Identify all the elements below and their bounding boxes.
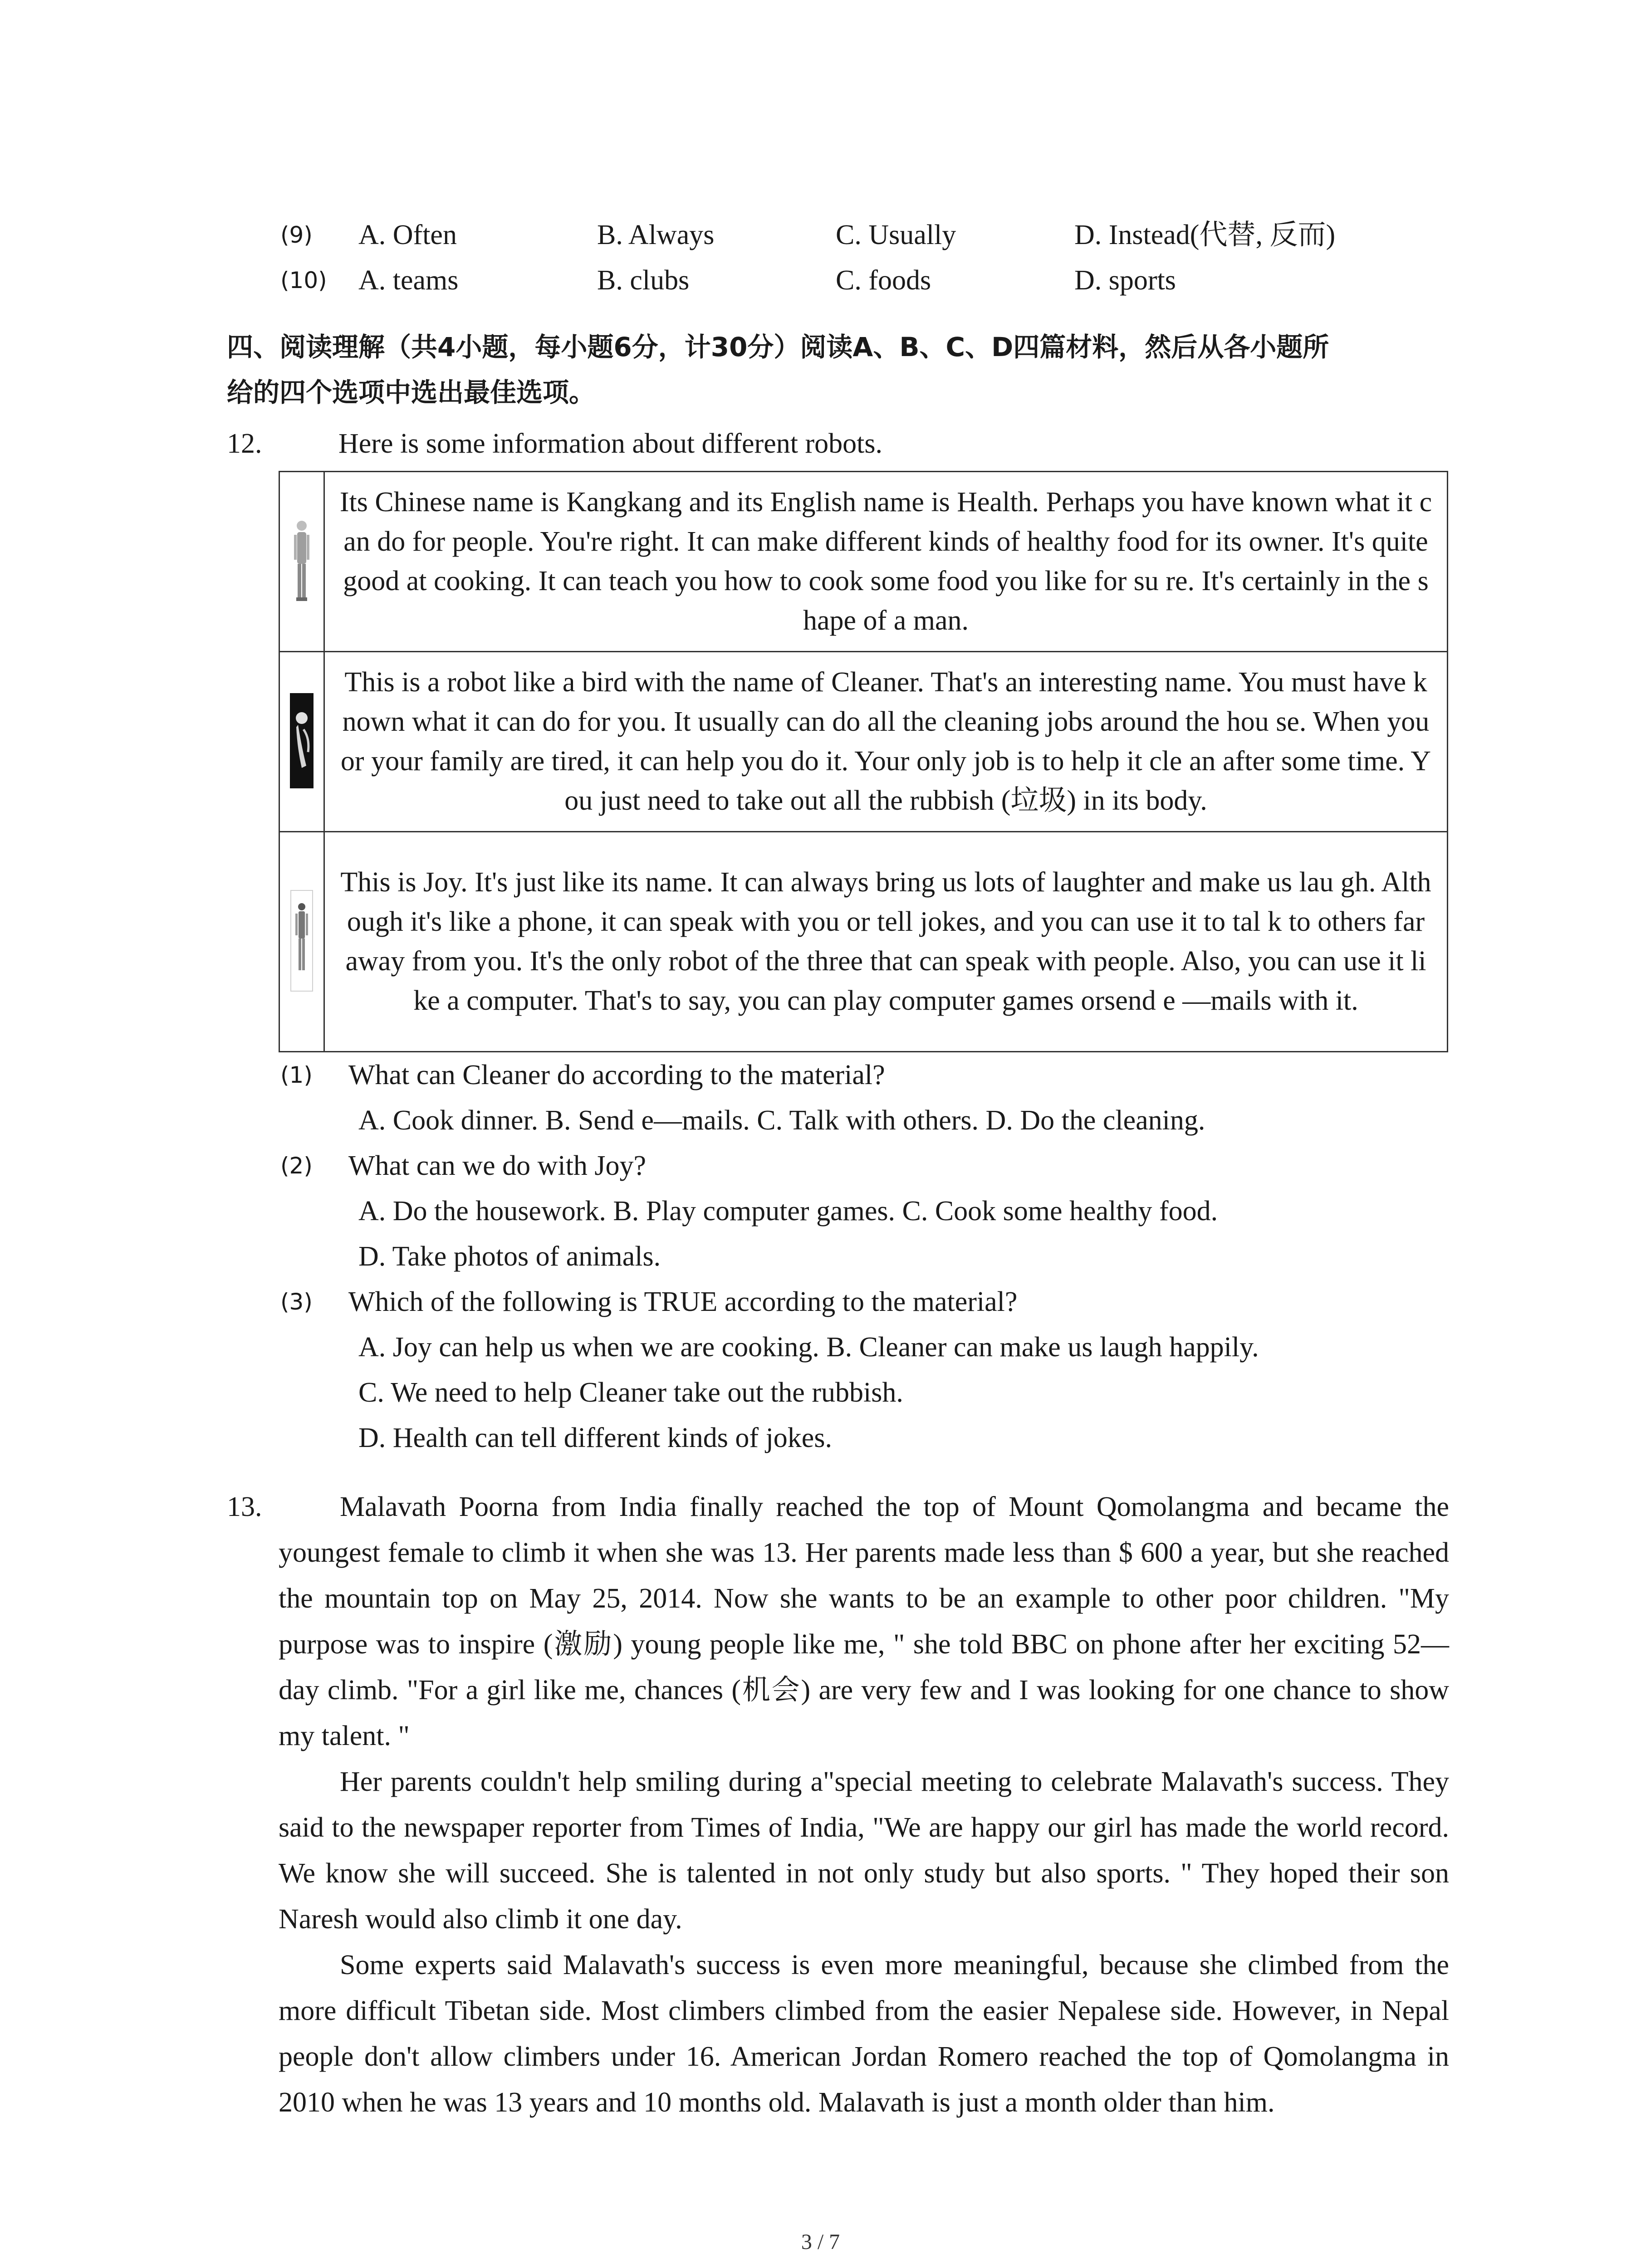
robot-description: This is a robot like a bird with the name of Cleaner. That's an interesting name. You must have known what it can do for you. It usually can do all the cleaning jobs around the hou se. When you or your family are tired, it can help you do it. Your only job is to help it cle an after some time. You just need to take out all the rubbish (垃圾) in its body. [324, 652, 1448, 832]
question-number: (9) [280, 222, 313, 248]
question-number: (10) [280, 267, 327, 293]
phone-robot-image [288, 889, 315, 993]
bird-robot-image [288, 693, 315, 788]
option-a: A. teams [358, 265, 459, 296]
sub-question-options: A. Joy can help us when we are cooking. B. Cleaner can make us laugh happily. [358, 1332, 1259, 1363]
passage-paragraph-3 [279, 1942, 1449, 2126]
passage-paragraph-2 [279, 1759, 1449, 1942]
section-heading-line-1: 四、阅读理解（共4小题，每小题6分，计30分）阅读A、B、C、D四篇材料，然后从各小题所 [227, 332, 1329, 362]
robot-image-cell [279, 832, 324, 1052]
paragraph-text: Her parents couldn't help smiling during a"special meeting to celebrate Malavath's success. They said to the newspaper reporter from Times of India, "We are happy our girl has made the world record. We know she will succeed. She is talented in not only study but also sports. " They hoped their son Naresh would also climb it one day. [279, 1766, 1449, 1935]
robot-description: This is Joy. It's just like its name. It can always bring us lots of laughter and make us lau gh. Although it's like a phone, it can speak with you or tell jokes, and you can use it to tal k to others far away from you. It's the only robot of the three that can speak with people. Also, you can use it like a computer. That's to say, you can play computer games orsend e —mails with it. [324, 832, 1448, 1052]
option-d: D. sports [1074, 265, 1176, 296]
sub-question-options: D. Health can tell different kinds of jokes. [358, 1422, 832, 1453]
paragraph-text: Malavath Poorna from India finally reached the top of Mount Qomolangma and became the youngest female to climb it when she was 13. Her parents made less than $ 600 a year, but she reached the mountain top on May 25, 2014. Now she wants to be an example to other poor children. "My purpose was to inspire (激励) young people like me, " she told BBC on phone after her exciting 52—day climb. "For a girl like me, chances (机会) are very few and I was looking for one chance to show my talent. " [279, 1491, 1449, 1751]
humanoid-robot-image [288, 513, 315, 608]
page-number: 3 / 7 [801, 2230, 840, 2254]
option-c: C. Usually [836, 220, 956, 250]
paragraph-text: Some experts said Malavath's success is even more meaningful, because she climbed from the more difficult Tibetan side. Most climbers climbed from the easier Nepalese side. However, in Nepal people don't allow climbers under 16. American Jordan Romero reached the top of Qomolangma in 2010 when he was 13 years and 10 months old. Malavath is just a month older than him. [279, 1950, 1449, 2118]
option-a: A. Often [358, 220, 457, 250]
sub-question-number: (2) [280, 1153, 313, 1179]
robot-image-cell [279, 472, 324, 652]
question-number-12: 12. [227, 428, 262, 459]
sub-question-number: (1) [280, 1062, 313, 1088]
robot-image-cell [279, 652, 324, 832]
question-intro: Here is some information about different robots. [338, 428, 882, 459]
robot-description: Its Chinese name is Kangkang and its English name is Health. Perhaps you have known what it can do for people. You're right. It can make different kinds of healthy food for its owner. It's quite good at cooking. It can teach you how to cook some food you like for su re. It's certainly in the shape of a man. [324, 472, 1448, 652]
section-heading-line-2: 给的四个选项中选出最佳选项。 [227, 377, 596, 408]
robot-info-table [279, 471, 1448, 1052]
robot-row-health [279, 472, 1448, 652]
option-c: C. foods [836, 265, 931, 296]
robot-row-cleaner [279, 652, 1448, 832]
sub-question-stem: Which of the following is TRUE according to the material? [348, 1286, 1018, 1317]
option-b: B. clubs [597, 265, 690, 296]
sub-question-stem: What can Cleaner do according to the material? [348, 1060, 885, 1090]
sub-question-options: A. Cook dinner. B. Send e—mails. C. Talk with others. D. Do the cleaning. [358, 1105, 1205, 1136]
option-d: D. Instead(代替, 反而) [1074, 220, 1336, 250]
sub-question-options: D. Take photos of animals. [358, 1241, 661, 1272]
passage-paragraph-1 [279, 1484, 1449, 1759]
sub-question-stem: What can we do with Joy? [348, 1150, 646, 1181]
robot-row-joy [279, 832, 1448, 1052]
sub-question-options: C. We need to help Cleaner take out the rubbish. [358, 1377, 903, 1408]
question-number-13: 13. [227, 1491, 262, 1522]
sub-question-number: (3) [280, 1289, 313, 1315]
sub-question-options: A. Do the housework. B. Play computer games. C. Cook some healthy food. [358, 1196, 1218, 1227]
option-b: B. Always [597, 220, 715, 250]
